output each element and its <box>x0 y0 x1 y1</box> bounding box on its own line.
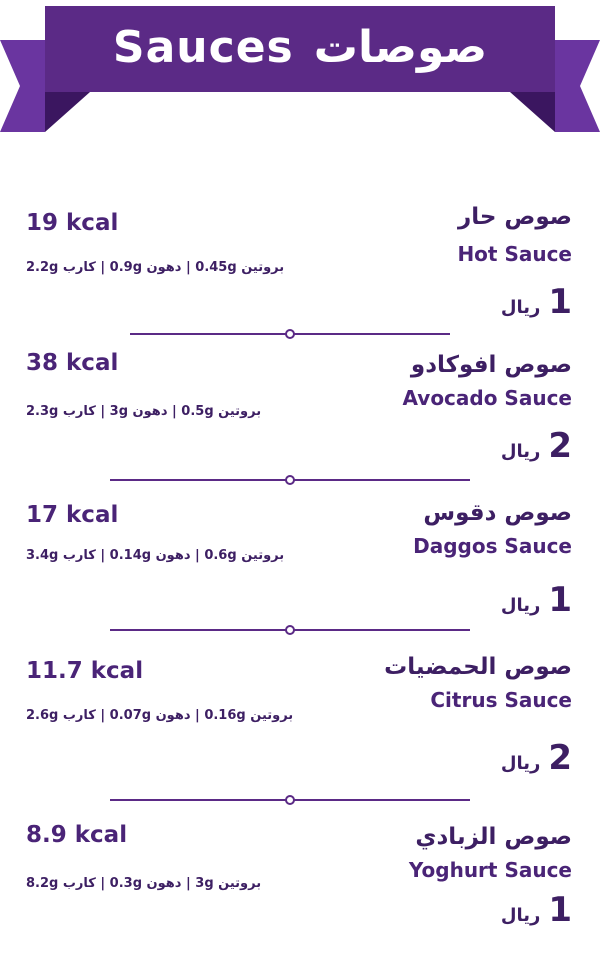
menu-item-avocado-sauce <box>0 346 600 476</box>
page-title <box>45 12 555 82</box>
item-calories: 11.7 kcal <box>26 658 144 684</box>
price-currency: ريال <box>500 441 541 462</box>
item-calories: 38 kcal <box>26 350 119 376</box>
price-value: 2 <box>548 738 572 778</box>
item-divider <box>0 624 600 636</box>
item-macros: بروتين 3g | دهون 0.3g | كارب 8.2g <box>26 876 262 891</box>
item-name-arabic: صوص الحمضيات <box>384 654 572 680</box>
item-divider <box>0 794 600 806</box>
item-calories: 19 kcal <box>26 210 119 236</box>
item-price <box>501 282 572 322</box>
page-title-ar: صوصات <box>313 21 488 73</box>
price-currency: ريال <box>500 595 541 616</box>
item-price <box>501 738 572 778</box>
item-name-arabic: صوص حار <box>457 204 572 230</box>
menu-item-citrus-sauce <box>0 652 600 782</box>
item-name-arabic: صوص دقوس <box>423 500 572 526</box>
price-value: 1 <box>548 580 572 620</box>
item-name-english: Citrus Sauce <box>430 688 572 712</box>
item-divider <box>0 328 600 340</box>
item-macros: بروتين 0.6g | دهون 0.14g | كارب 3.4g <box>26 548 285 563</box>
item-name-english: Hot Sauce <box>457 242 572 266</box>
header-ribbon <box>0 0 600 140</box>
price-value: 1 <box>548 890 572 930</box>
item-macros: بروتين 0.5g | دهون 3g | كارب 2.3g <box>26 404 262 419</box>
item-price <box>501 580 572 620</box>
item-calories: 8.9 kcal <box>26 822 128 848</box>
menu-item-yoghurt-sauce <box>0 820 600 950</box>
price-currency: ريال <box>500 753 541 774</box>
price-currency: ريال <box>500 905 541 926</box>
item-macros: بروتين 0.45g | دهون 0.9g | كارب 2.2g <box>26 260 285 275</box>
item-name-arabic: صوص افوكادو <box>410 352 572 378</box>
item-name-english: Daggos Sauce <box>413 534 572 558</box>
item-calories: 17 kcal <box>26 502 119 528</box>
price-currency: ريال <box>500 297 541 318</box>
item-name-arabic: صوص الزبادي <box>415 824 572 850</box>
item-price <box>501 426 572 466</box>
menu-item-hot-sauce <box>0 200 600 330</box>
item-macros: بروتين 0.16g | دهون 0.07g | كارب 2.6g <box>26 708 294 723</box>
price-value: 2 <box>548 426 572 466</box>
item-price <box>501 890 572 930</box>
page-title-en: Sauces <box>112 21 294 73</box>
item-name-english: Yoghurt Sauce <box>408 858 572 882</box>
sauce-menu-list <box>0 148 600 959</box>
price-value: 1 <box>548 282 572 322</box>
item-divider <box>0 474 600 486</box>
item-name-english: Avocado Sauce <box>402 386 572 410</box>
menu-item-daggos-sauce <box>0 498 600 628</box>
